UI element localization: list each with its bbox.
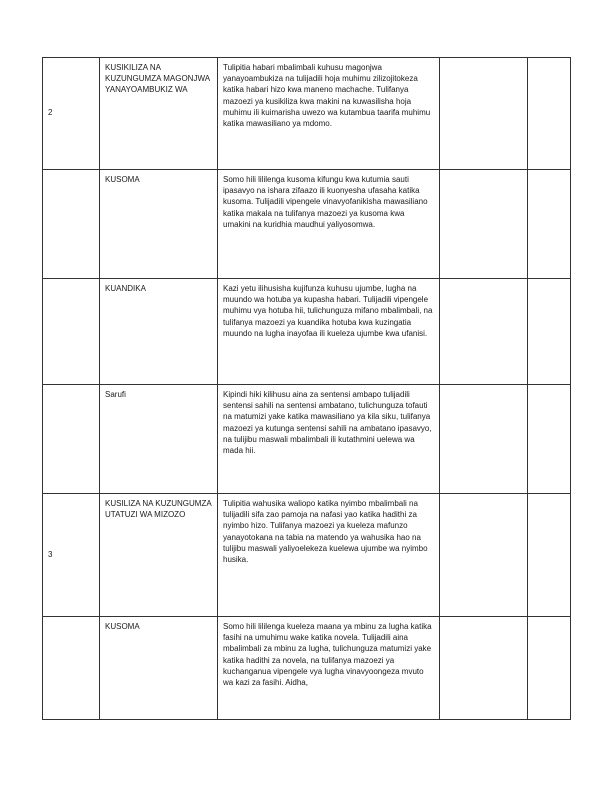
- lesson-record-table: [42, 57, 571, 720]
- empty-cell: [528, 170, 571, 279]
- topic-cell: KUSILIZA NA KUZUNGUMZA UTATUZI WA MIZOZO: [100, 494, 218, 617]
- week-number-cell: [43, 279, 100, 385]
- description-cell: Tulipitia habari mbalimbali kuhusu magonjwa yanayoambukiza na tulijadili hoja muhimu zilizojitokeza katika habari hizo kwa maneno machache. Tulifanya mazoezi ya kusikiliza kwa makini na kuwasilisha hoja muhimu ili kuimarisha uwezo wa kutambua taarifa muhimu katika mawasiliano ya mdomo.: [218, 58, 440, 170]
- table-row: [43, 58, 571, 170]
- week-number-cell: [43, 170, 100, 279]
- empty-cell: [440, 170, 528, 279]
- topic-cell: KUSOMA: [100, 170, 218, 279]
- empty-cell: [440, 279, 528, 385]
- week-number-cell: [43, 385, 100, 494]
- topic-cell: KUSOMA: [100, 617, 218, 720]
- table-row: [43, 385, 571, 494]
- topic-cell: Sarufi: [100, 385, 218, 494]
- empty-cell: [528, 58, 571, 170]
- empty-cell: [440, 58, 528, 170]
- description-cell: Kazi yetu ilihusisha kujifunza kuhusu ujumbe, lugha na muundo wa hotuba ya kupasha habari. Tulijadili vipengele muhimu vya hotuba hii, tulichunguza mifano mbalimbali, na tulifanya mazoezi ya kuandika hotuba kwa kuzingatia muundo na lugha inayofaa ili kueleza ujumbe kwa ufanisi.: [218, 279, 440, 385]
- topic-cell: KUANDIKA: [100, 279, 218, 385]
- description-cell: Somo hili lililenga kusoma kifungu kwa kutumia sauti ipasavyo na ishara zifaazo ili kuonyesha ufasaha katika kusoma. Tulijadili vipengele vinavyofanikisha mawasiliano katika makala na tulifanya mazoezi ya kusoma kwa umakini na kuridhia maudhui yaliyosomwa.: [218, 170, 440, 279]
- description-cell: Tulipitia wahusika waliopo katika nyimbo mbalimbali na tulijadili sifa zao pamoja na nafasi yao katika hadithi za nyimbo hizo. Tulifanya mazoezi ya kueleza mafunzo yanayotokana na tabia na matendo ya wahusika hao na tulijibu maswali yaliyoelekeza kuelewa ujumbe wa nyimbo husika.: [218, 494, 440, 617]
- table-row: [43, 494, 571, 617]
- description-cell: Somo hili lililenga kueleza maana ya mbinu za lugha katika fasihi na umuhimu wake katika novela. Tulijadili aina mbalimbali za mbinu za lugha, tulichunguza matumizi yake katika hadithi za novela, na tulifanya mazoezi ya kuchanganua vipengele vya lugha vinavyoongeza mvuto wa kazi za fasihi. Aidha,: [218, 617, 440, 720]
- empty-cell: [440, 617, 528, 720]
- empty-cell: [528, 385, 571, 494]
- week-number-cell: [43, 617, 100, 720]
- week-number-cell: 3: [43, 494, 100, 617]
- empty-cell: [528, 279, 571, 385]
- description-cell: Kipindi hiki kilihusu aina za sentensi ambapo tulijadili sentensi sahili na sentensi ambatano, tulichunguza tofauti na matumizi yake katika mawasiliano ya kila siku, tulifanya mazoezi ya kutunga sentensi sahili na ambatano ipasavyo, na tulijibu maswali mbalimbali ili kutathmini uelewa wa mada hii.: [218, 385, 440, 494]
- week-number-cell: 2: [43, 58, 100, 170]
- table-row: [43, 279, 571, 385]
- empty-cell: [440, 494, 528, 617]
- topic-cell: KUSIKILIZA NA KUZUNGUMZA MAGONJWA YANAYOAMBUKIZ WA: [100, 58, 218, 170]
- empty-cell: [528, 494, 571, 617]
- table-row: [43, 170, 571, 279]
- empty-cell: [528, 617, 571, 720]
- empty-cell: [440, 385, 528, 494]
- table-row: [43, 617, 571, 720]
